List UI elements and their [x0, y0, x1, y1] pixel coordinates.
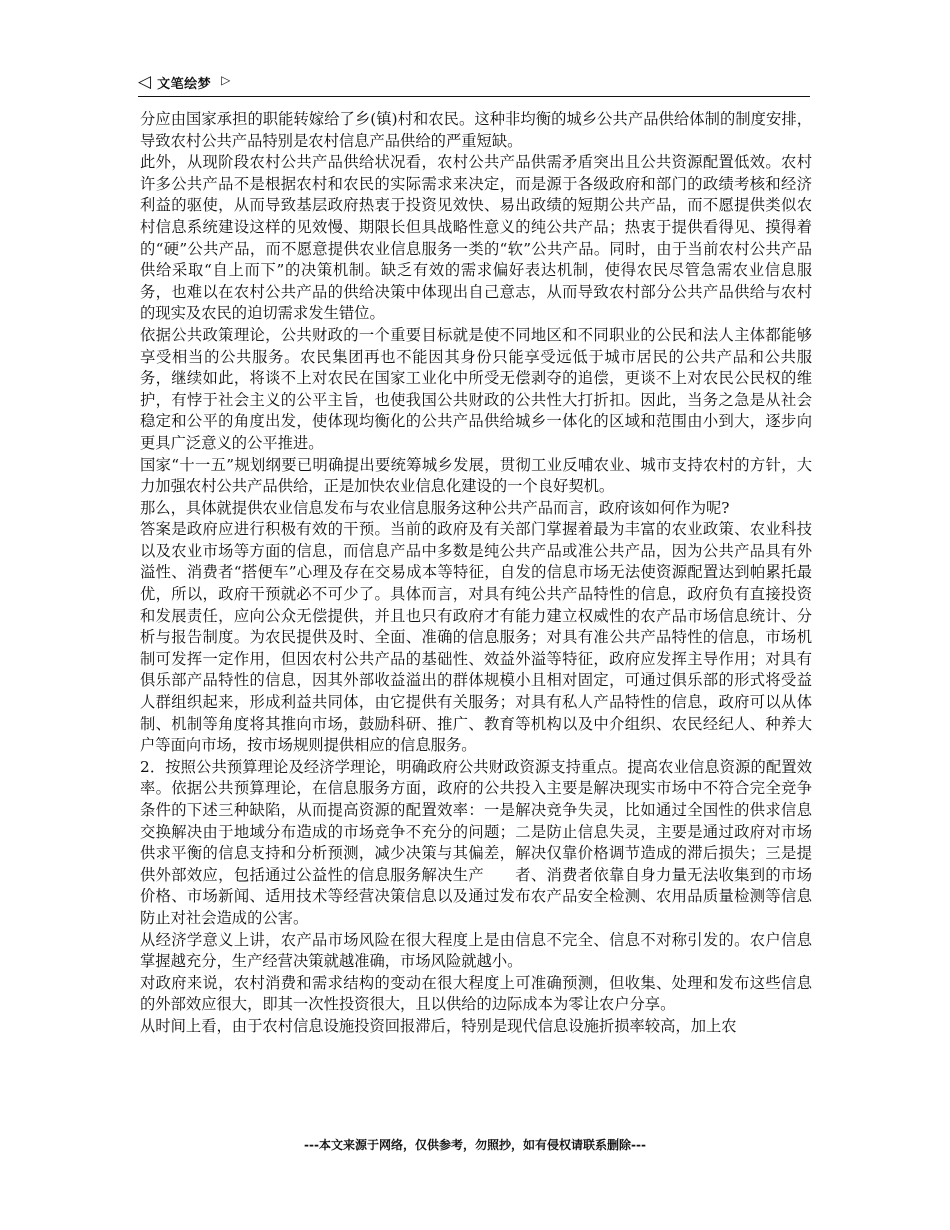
footer-notice: ---本文来源于网络，仅供参考，勿照抄，如有侵权请联系删除---	[304, 1138, 646, 1152]
paragraph: 那么，具体就提供农业信息发布与农业信息服务这种公共产品而言，政府该如何作为呢?	[140, 498, 730, 517]
paragraph: 此外，从现阶段农村公共产品供给状况看，农村公共产品供需矛盾突出且公共资源配置低效。农村许多公共产品不是根据农村和农民的实际需求来决定，而是源于各级政府和部门的政绩考核和经济利益的驱使，从而导致基层政府热衷于投资见效快、易出政绩的短期公共产品，而不愿提供类似农村信息系统建设这样的见效慢、期限长但具战略性意义的纯公共产品；热衷于提供看得见、摸得着的“硬”公共产品，而不愿意提供农业信息服务一类的“软”公共产品。同时，由于当前农村公共产品供给采取“自上而下”的决策机制。缺乏有效的需求偏好表达机制，使得农民尽管急需农业信息服务，也难以在农村公共产品的供给决策中体现出自己意志，从而导致农村部分公共产品供给与农村的现实及农民的迫切需求发生错位。	[140, 153, 812, 323]
paragraph: 2．按照公共预算理论及经济学理论，明确政府公共财政资源支持重点。提高农业信息资源的配置效率。依据公共预算理论，在信息服务方面，政府的公共投入主要是解决现实市场中不符合完全竞争条件的下述三种缺陷，从而提高资源的配置效率：一是解决竞争失灵，比如通过全国性的供求信息交换解决由于地域分布造成的市场竞争不充分的问题；二是防止信息失灵，主要是通过政府对市场供求平衡的信息支持和分析预测，减少决策与其偏差，解决仅靠价格调节造成的滞后损失；三是提供外部效应，包括通过公益性的信息服务解决生产 者、消费者依靠自身力量无法收集到的市场价格、市场新闻、适用技术等经营决策信息以及通过发布农产品安全检测、农用品质量检测等信息防止对社会造成的公害。	[140, 757, 812, 927]
page-header	[138, 72, 810, 97]
paragraph: 答案是政府应进行积极有效的干预。当前的政府及有关部门掌握着最为丰富的农业政策、农业科技以及农业市场等方面的信息，而信息产品中多数是纯公共产品或准公共产品，因为公共产品具有外溢性、消费者“搭便车”心理及存在交易成本等特征，自发的信息市场无法使资源配置达到帕累托最优，所以，政府干预就必不可少了。具体而言，对具有纯公共产品特性的信息，政府负有直接投资和发展责任，应向公众无偿提供，并且也只有政府才有能力建立权威性的农产品市场信息统计、分析与报告制度。为农民提供及时、全面、准确的信息服务；对具有准公共产品特性的信息，市场机制可发挥一定作用，但因农村公共产品的基础性、效益外溢等特征，政府应发挥主导作用；对具有俱乐部产品特性的信息，因其外部收益溢出的群体规模小且相对固定，可通过俱乐部的形式将受益人群组织起来，形成利益共同体，由它提供有关服务；对具有私人产品特性的信息，政府可以从体制、机制等角度将其推向市场，鼓励科研、推广、教育等机构以及中介组织、农民经纪人、种养大户等面向市场，按市场规则提供相应的信息服务。	[140, 520, 812, 755]
brand-title: 文笔绘梦	[157, 76, 212, 92]
document-body	[140, 109, 812, 1038]
triangle-left-icon: ◁	[138, 71, 152, 92]
triangle-right-icon: ▷	[221, 73, 231, 87]
paragraph: 从经济学意义上讲，农产品市场风险在很大程度上是由信息不完全、信息不对称引发的。农户信息掌握越充分，生产经营决策就越准确，市场风险就越小。	[140, 930, 812, 971]
paragraph: 国家“十一五”规划纲要已明确提出要统筹城乡发展，贯彻工业反哺农业、城市支持农村的方针，大力加强农村公共产品供给，正是加快农业信息化建设的一个良好契机。	[140, 455, 812, 496]
paragraph: 依据公共政策理论，公共财政的一个重要目标就是使不同地区和不同职业的公民和法人主体都能够享受相当的公共服务。农民集团再也不能因其身份只能享受远低于城市居民的公共产品和公共服务，继续如此，将谈不上对农民在国家工业化中所受无偿剥夺的追偿，更谈不上对农民公民权的维护，有悖于社会主义的公平主旨，也使我国公共财政的公共性大打折扣。因此，当务之急是从社会稳定和公平的角度出发，使体现均衡化的公共产品供给城乡一体化的区域和范围由小到大，逐步向更具广泛意义的公平推进。	[140, 325, 812, 452]
paragraph: 从时间上看，由于农村信息设施投资回报滞后，特别是现代信息设施折损率较高，加上农	[140, 1016, 737, 1035]
paragraph: 对政府来说，农村消费和需求结构的变动在很大程度上可准确预测，但收集、处理和发布这些信息的外部效应很大，即其一次性投资很大，且以供给的边际成本为零让农户分享。	[140, 973, 812, 1014]
paragraph: 分应由国家承担的职能转嫁给了乡(镇)村和农民。这种非均衡的城乡公共产品供给体制的制度安排，导致农村公共产品特别是农村信息产品供给的严重短缺。	[140, 110, 812, 150]
